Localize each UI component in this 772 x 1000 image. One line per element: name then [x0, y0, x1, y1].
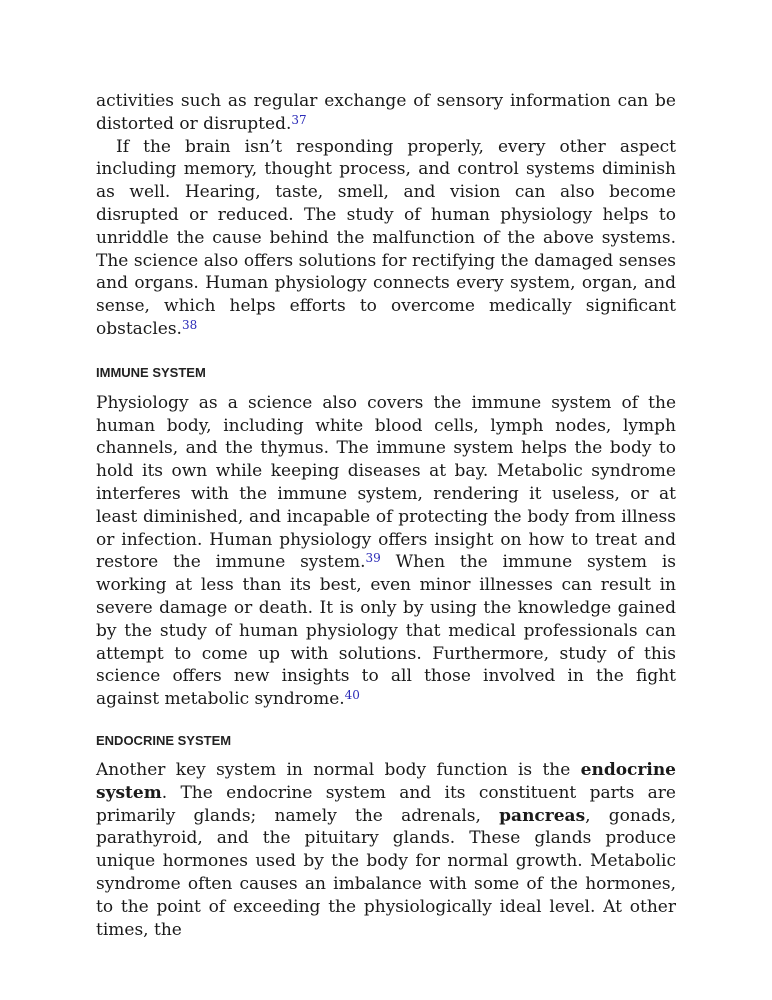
paragraph-text: When the immune system is working at less than its best, even minor illnesses can result in severe damage or death. It is only by using the knowledge gained by the study of human physiology that medical professionals can attempt to come up with solutions. Furthermore, study of this science offers new insights to all those involved in the fight against metabolic syndrome. [96, 552, 677, 710]
paragraph-brain-function [96, 136, 676, 341]
paragraph-endocrine-system [96, 759, 676, 941]
bold-term-pancreas: pancreas [499, 805, 586, 826]
footnote-ref-40[interactable]: 40 [344, 688, 360, 703]
paragraph-text: If the brain isn’t responding properly, every other aspect including memory, thought process, and control systems diminish as well. Hearing, taste, smell, and vision can also become disrupted or reduced. The study of human physiology helps to unriddle the cause behind the malfunction of the above systems. The science also offers solutions for rectifying the damaged senses and organs. Human physiology connects every system, organ, and sense, which helps efforts to overcome medically significant obstacles. [96, 136, 676, 339]
footnote-ref-38[interactable]: 38 [181, 317, 198, 332]
paragraph-brain-end [96, 90, 676, 136]
bold-term-endocrine-system: endocrine system [96, 759, 676, 803]
paragraph-immune-system [96, 392, 676, 711]
paragraph-text: . The endocrine system and its constituent parts are primarily glands; namely the adrenals, [96, 782, 676, 826]
paragraph-text: Physiology as a science also covers the immune system of the human body, including white blood cells, lymph nodes, lymph channels, and the thymus. The immune system helps the body to hold its own while keeping diseases at bay. Metabolic syndrome interferes with the immune system, rendering it useless, or at least diminished, and incapable of protecting the body from illness or infection. Human physiology offers insight on how to treat and restore the immune system. [96, 392, 676, 573]
paragraph-text: , gonads, parathyroid, and the pituitary glands. These glands produce unique hormones used by the body for normal growth. Metabolic syndrome often causes an imbalance with some of the hormones, to the point of exceeding the physiologically ideal level. At other times, the [96, 805, 676, 940]
footnote-ref-37[interactable]: 37 [291, 112, 307, 127]
footnote-ref-39[interactable]: 39 [365, 551, 381, 566]
section-heading-endocrine-system: ENDOCRINE SYSTEM [96, 732, 232, 748]
paragraph-text: Another key system in normal body function is the [96, 759, 581, 780]
paragraph-text: activities such as regular exchange of sensory information can be distorted or disrupted. [96, 91, 676, 134]
section-heading-immune-system: IMMUNE SYSTEM [96, 364, 206, 380]
